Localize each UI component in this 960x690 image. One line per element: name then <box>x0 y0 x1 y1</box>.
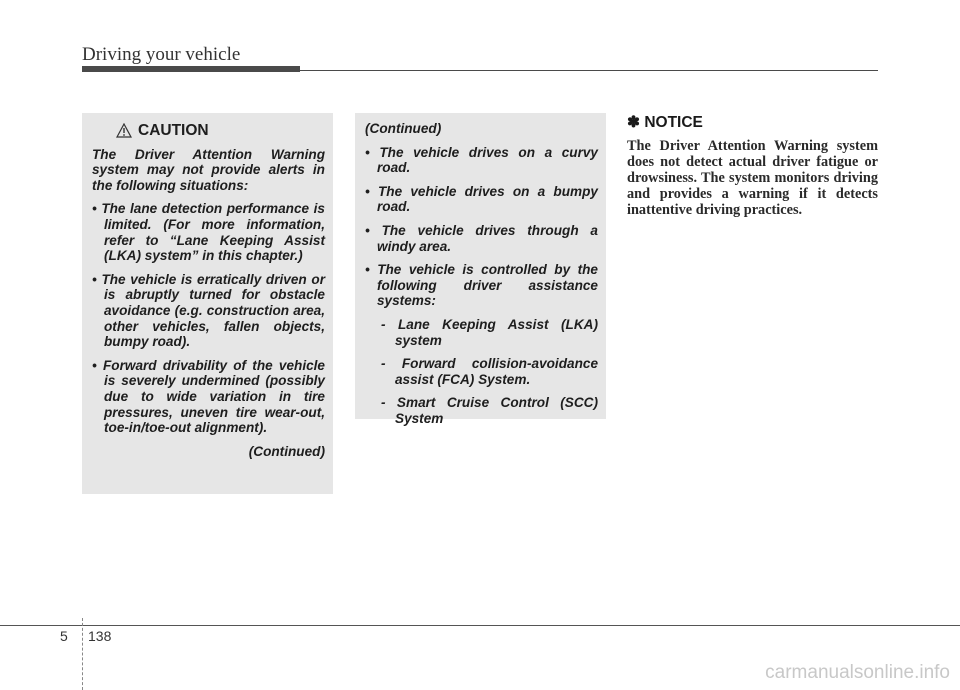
asterisk-icon: ✽ <box>627 114 640 131</box>
continued-label: (Continued) <box>248 443 325 459</box>
caution-continued-box <box>355 113 606 426</box>
page-number: 138 <box>88 628 112 644</box>
chapter-number: 5 <box>60 628 68 644</box>
notice-section <box>627 113 878 218</box>
caution-bullet: • The vehicle drives through a windy area. <box>365 222 598 254</box>
caution-heading <box>92 123 325 139</box>
header-rule <box>300 70 878 71</box>
system-sub-item: - Smart Cruise Control (SCC) System <box>381 395 598 426</box>
caution-bullet: • Forward drivability of the vehicle is severely undermined (possibly due to wide variation in tire pressures, uneven tire wear-out, toe-in/toe-out alignment). <box>92 357 325 436</box>
notice-body: The Driver Attention Warning system does not detect actual driver fatigue or drowsiness. The system monitors driving and provides a warning if it detects inattentive driving practices. <box>627 138 878 218</box>
caution-bullet: • The vehicle drives on a bumpy road. <box>365 183 598 215</box>
caution-bullet: • The vehicle is erratically driven or is abruptly turned for obstacle avoidance (e.g. construction area, other vehicles, fallen objects, bumpy road). <box>92 271 325 350</box>
system-sub-item: - Forward collision-avoidance assist (FCA) System. <box>381 356 598 387</box>
notice-heading-text: NOTICE <box>644 113 703 131</box>
caution-bullet: • The vehicle is controlled by the following driver assistance systems: <box>365 262 598 309</box>
caution-box <box>82 113 333 494</box>
warning-triangle-icon <box>116 123 132 138</box>
footer-rule <box>0 625 960 626</box>
caution-bullet: • The lane detection performance is limited. (For more information, refer to “Lane Keeping Assist (LKA) system” in this chapter.) <box>92 201 325 264</box>
system-sub-item: - Lane Keeping Assist (LKA) system <box>381 316 598 348</box>
caution-heading-text: CAUTION <box>138 122 209 139</box>
section-header: Driving your vehicle <box>82 44 241 65</box>
continued-label: (Continued) <box>365 121 442 136</box>
notice-heading <box>627 113 878 132</box>
caution-bullet: • The vehicle drives on a curvy road. <box>365 144 598 176</box>
footer-divider <box>82 618 84 690</box>
watermark: carmanualsonline.info <box>765 662 950 683</box>
header-bar <box>82 66 300 72</box>
caution-intro: The Driver Attention Warning system may not provide alerts in the following situations: <box>92 146 325 193</box>
